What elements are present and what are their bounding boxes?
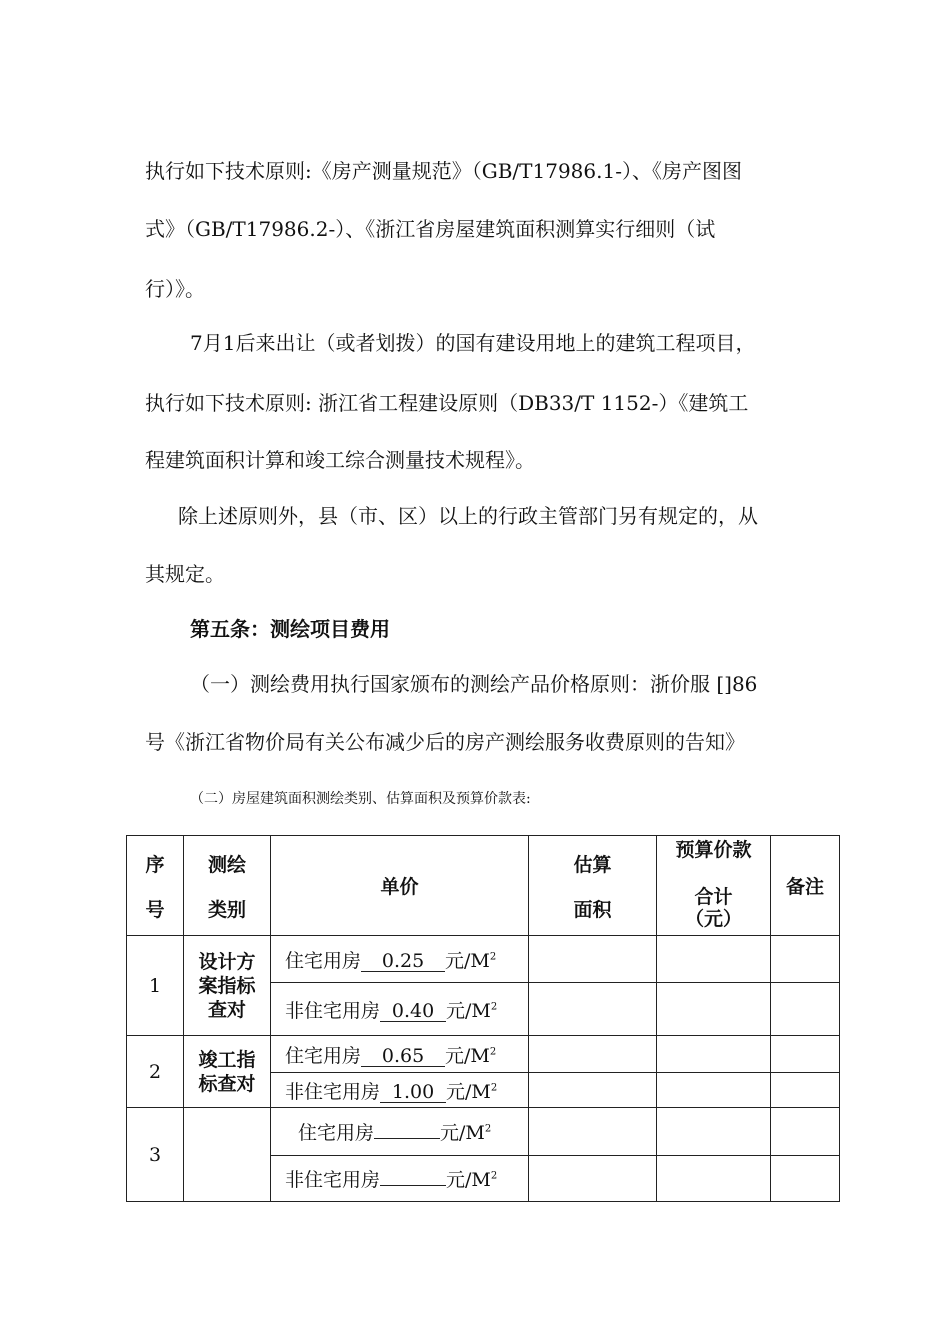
paragraph-line: 式》（GB/T17986.2-）、《浙江省房屋建筑面积测算实行细则（试 [145,217,716,241]
section-heading: 第五条：测绘项目费用 [190,617,390,641]
unit-price-cell: 住宅用房 0.65 元$/M^2$ [271,1036,529,1073]
area-cell [529,1036,657,1073]
table-row [127,1108,840,1156]
paragraph-line: 7月1后来出让（或者划拨）的国有建设用地上的建筑工程项目， [190,331,756,355]
unit-price-cell: 住宅用房 0.25 元$/M^2$ [271,936,529,983]
price-table [126,835,840,1202]
area-cell [529,936,657,983]
header-category: 测绘 类别 [184,836,271,936]
price-value: 0.65 [361,1046,445,1067]
table-caption: （二）房屋建筑面积测绘类别、估算面积及预算价款表: [190,791,531,807]
fee-line: （一）测绘费用执行国家颁布的测绘产品价格原则：浙价服 []86 [190,672,758,696]
remarks-cell [771,1156,840,1202]
header-area: 估算 面积 [529,836,657,936]
budget-cell [657,1036,771,1073]
header-remarks: 备注 [771,836,840,936]
remarks-cell [771,983,840,1036]
budget-cell [657,1073,771,1108]
unit-price-cell: 住宅用房 元$/M^2$ [271,1108,529,1156]
budget-cell [657,936,771,983]
budget-cell [657,1156,771,1202]
unit-price-cell: 非住宅用房 0.40 元$/M^2$ [271,983,529,1036]
paragraph-line: 执行如下技术原则: 浙江省工程建设原则（DB33/T 1152-）《建筑工 [145,391,749,415]
price-value [374,1138,440,1139]
header-index: 序 号 [127,836,184,936]
area-cell [529,983,657,1036]
row-index: 3 [127,1108,184,1202]
paragraph-line: 执行如下技术原则:《房产测量规范》（GB/T17986.1-）、《房产图图 [145,159,742,183]
price-value: 0.25 [361,951,445,972]
price-value: 0.40 [380,1001,446,1022]
paragraph-line: 程建筑面积计算和竣工综合测量技术规程》。 [145,448,535,472]
budget-cell [657,983,771,1036]
budget-cell [657,1108,771,1156]
header-budget: 预算价款 合计 （元） [657,836,771,936]
remarks-cell [771,1036,840,1073]
row-category [184,1108,271,1202]
row-category: 设计方 案指标 查对 [184,936,271,1036]
price-value [380,1185,446,1186]
paragraph-line: 其规定。 [145,562,225,586]
unit-price-cell: 非住宅用房 1.00 元$/M^2$ [271,1073,529,1108]
paragraph-line: 行）》。 [145,277,205,301]
paragraph-line: 除上述原则外，县（市、区）以上的行政主管部门另有规定的，从 [178,504,758,528]
fee-line: 号《浙江省物价局有关公布减少后的房产测绘服务收费原则的告知》 [145,730,745,754]
unit-price-cell: 非住宅用房 元$/M^2$ [271,1156,529,1202]
price-value: 1.00 [380,1082,446,1103]
header-unit-price: 单价 [271,836,529,936]
remarks-cell [771,936,840,983]
area-cell [529,1108,657,1156]
row-index: 1 [127,936,184,1036]
row-index: 2 [127,1036,184,1108]
table-header-row [127,836,840,936]
area-cell [529,1073,657,1108]
area-cell [529,1156,657,1202]
remarks-cell [771,1073,840,1108]
table-row [127,1036,840,1073]
table-row [127,936,840,983]
remarks-cell [771,1108,840,1156]
row-category: 竣工指 标查对 [184,1036,271,1108]
